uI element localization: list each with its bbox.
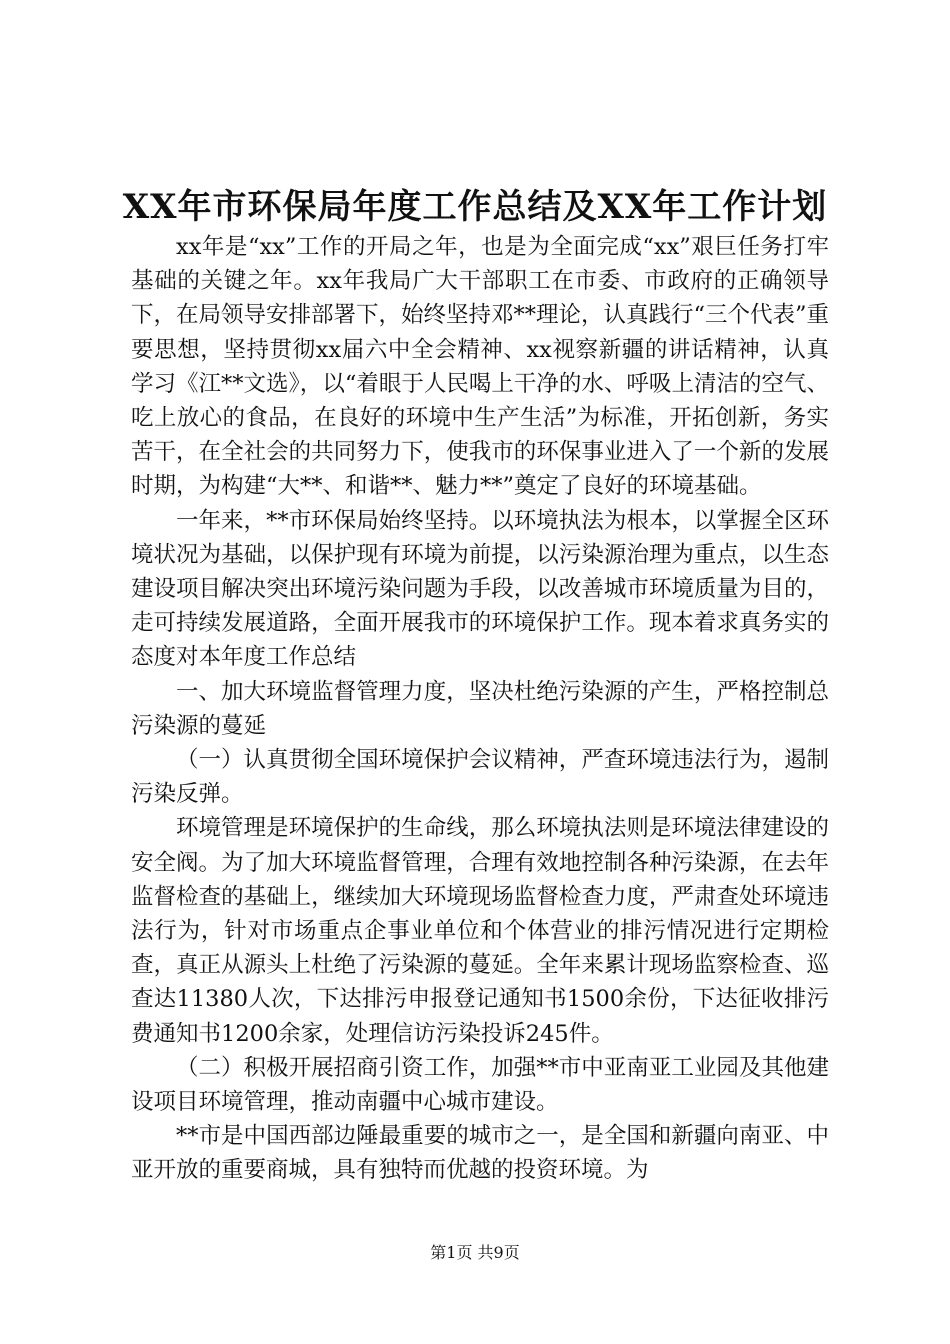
- page-number-footer: 第1页 共9页: [430, 1243, 520, 1262]
- paragraph-overview: 一年来，**市环保局始终坚持。以环境执法为根本，以掌握全区环境状况为基础，以保护现有环境为前提，以污染源治理为重点，以生态建设项目解决突出环境污染问题为手段，以改善城市环境质量为目的，走可持续发展道路，全面开展我市的环境保护工作。现本着求真务实的态度对本年度工作总结: [131, 507, 829, 671]
- paragraph-intro: xx年是“xx”工作的开局之年，也是为全面完成“xx”艰巨任务打牢基础的关键之年。xx年我局广大干部职工在市委、市政府的正确领导下，在局领导安排部署下，始终坚持邓**理论，认真践行“三个代表”重要思想，坚持贯彻xx届六中全会精神、xx视察新疆的讲话精神，认真学习《江**文选》，以“着眼于人民喝上干净的水、呼吸上清洁的空气、吃上放心的食品，在良好的环境中生产生活”为标准，开拓创新，务实苦干，在全社会的共同努力下，使我市的环保事业进入了一个新的发展时期，为构建“大**、和谐**、魅力**”奠定了良好的环境基础。: [131, 234, 830, 500]
- document-title: XX年市环保局年度工作总结及XX年工作计划: [122, 187, 828, 227]
- paragraph-city: **市是中国西部边陲最重要的城市之一，是全国和新疆向南亚、中亚开放的重要商城，具有独特而优越的投资环境。为: [131, 1123, 829, 1184]
- document-body: [131, 230, 829, 1188]
- subsection-heading-2: （二）积极开展招商引资工作，加强**市中亚南亚工业园及其他建设项目环境管理，推动南疆中心城市建设。: [131, 1054, 829, 1116]
- paragraph-enforcement: 环境管理是环境保护的生命线，那么环境执法则是环境法律建设的安全阀。为了加大环境监督管理，合理有效地控制各种污染源，在去年监督检查的基础上，继续加大环境现场监督检查力度，严肃查处环境违法行为，针对市场重点企事业单位和个体营业的排污情况进行定期检查，真正从源头上杜绝了污染源的蔓延。全年来累计现场监察检查、巡查达11380人次，下达排污申报登记通知书1500余份，下达征收排污费通知书1200余家，处理信访污染投诉245件。: [131, 815, 829, 1047]
- subsection-heading-1: （一）认真贯彻全国环境保护会议精神，严查环境违法行为，遏制污染反弹。: [131, 747, 829, 808]
- section-heading-1: 一、加大环境监督管理力度，坚决杜绝污染源的产生，严格控制总污染源的蔓延: [131, 678, 829, 739]
